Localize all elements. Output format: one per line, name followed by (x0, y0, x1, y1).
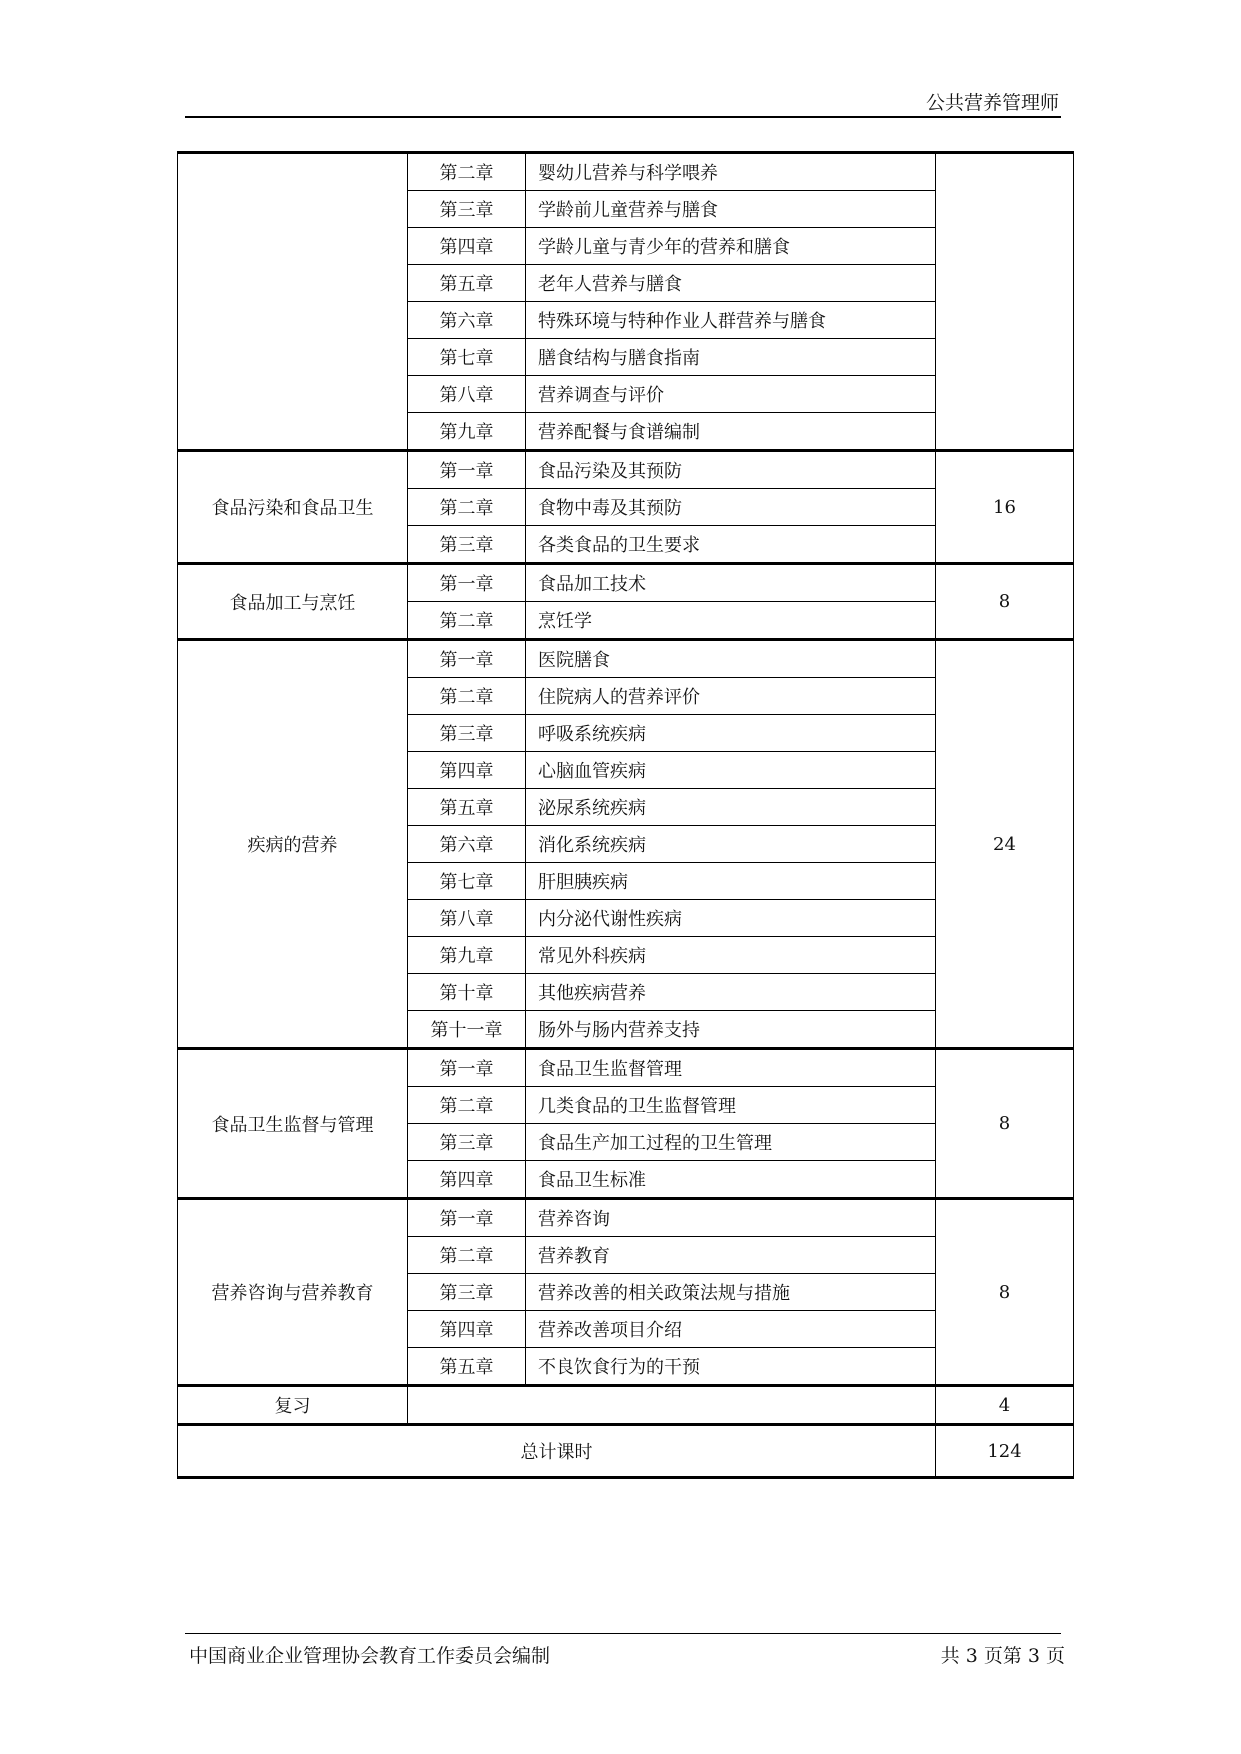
chapter-number: 第一章 (408, 1199, 526, 1237)
review-empty-cell (408, 1386, 936, 1425)
chapter-title: 特殊环境与特种作业人群营养与膳食 (526, 302, 936, 339)
module-name: 疾病的营养 (178, 640, 408, 1049)
chapter-title: 消化系统疾病 (526, 826, 936, 863)
chapter-number: 第九章 (408, 937, 526, 974)
table-row (178, 640, 1074, 678)
module-name (178, 153, 408, 451)
chapter-title: 营养改善的相关政策法规与措施 (526, 1274, 936, 1311)
header-title: 公共营养管理师 (925, 92, 1059, 114)
chapter-title: 泌尿系统疾病 (526, 789, 936, 826)
chapter-number: 第一章 (408, 1049, 526, 1087)
module-name: 营养咨询与营养教育 (178, 1199, 408, 1386)
footer-page-number: 共 3 页第 3 页 (940, 1645, 1065, 1667)
module-hours (936, 153, 1074, 451)
chapter-number: 第五章 (408, 789, 526, 826)
chapter-number: 第二章 (408, 1087, 526, 1124)
page-header (185, 86, 1061, 118)
chapter-title: 食物中毒及其预防 (526, 489, 936, 526)
chapter-number: 第七章 (408, 863, 526, 900)
table-row (178, 1049, 1074, 1087)
module-hours: 24 (936, 640, 1074, 1049)
chapter-number: 第三章 (408, 526, 526, 564)
chapter-title: 营养教育 (526, 1237, 936, 1274)
chapter-title: 学龄儿童与青少年的营养和膳食 (526, 228, 936, 265)
chapter-title: 食品卫生监督管理 (526, 1049, 936, 1087)
chapter-title: 肝胆胰疾病 (526, 863, 936, 900)
review-hours: 4 (936, 1386, 1074, 1425)
module-hours: 8 (936, 1049, 1074, 1199)
chapter-number: 第二章 (408, 602, 526, 640)
review-label: 复习 (178, 1386, 408, 1425)
total-hours: 124 (936, 1425, 1074, 1478)
review-row (178, 1386, 1074, 1425)
chapter-title: 食品加工技术 (526, 564, 936, 602)
page-footer (185, 1633, 1065, 1667)
course-table (177, 151, 1074, 1479)
chapter-number: 第一章 (408, 640, 526, 678)
table-row (178, 1199, 1074, 1237)
chapter-number: 第四章 (408, 752, 526, 789)
chapter-title: 不良饮食行为的干预 (526, 1348, 936, 1386)
chapter-number: 第三章 (408, 1124, 526, 1161)
chapter-title: 肠外与肠内营养支持 (526, 1011, 936, 1049)
chapter-number: 第四章 (408, 228, 526, 265)
table-row (178, 153, 1074, 191)
chapter-number: 第二章 (408, 678, 526, 715)
chapter-title: 营养配餐与食谱编制 (526, 413, 936, 451)
chapter-number: 第七章 (408, 339, 526, 376)
table-row (178, 451, 1074, 489)
chapter-number: 第十一章 (408, 1011, 526, 1049)
module-hours: 16 (936, 451, 1074, 564)
chapter-title: 几类食品的卫生监督管理 (526, 1087, 936, 1124)
chapter-title: 医院膳食 (526, 640, 936, 678)
chapter-number: 第四章 (408, 1161, 526, 1199)
chapter-number: 第二章 (408, 1237, 526, 1274)
total-row (178, 1425, 1074, 1478)
chapter-number: 第九章 (408, 413, 526, 451)
chapter-title: 学龄前儿童营养与膳食 (526, 191, 936, 228)
chapter-number: 第二章 (408, 489, 526, 526)
footer-publisher: 中国商业企业管理协会教育工作委员会编制 (189, 1645, 551, 1667)
chapter-number: 第五章 (408, 265, 526, 302)
chapter-number: 第一章 (408, 564, 526, 602)
chapter-title: 呼吸系统疾病 (526, 715, 936, 752)
chapter-title: 烹饪学 (526, 602, 936, 640)
module-name: 食品加工与烹饪 (178, 564, 408, 640)
chapter-number: 第一章 (408, 451, 526, 489)
module-hours: 8 (936, 1199, 1074, 1386)
chapter-title: 住院病人的营养评价 (526, 678, 936, 715)
chapter-number: 第三章 (408, 191, 526, 228)
chapter-number: 第三章 (408, 715, 526, 752)
chapter-title: 常见外科疾病 (526, 937, 936, 974)
chapter-number: 第二章 (408, 153, 526, 191)
total-label: 总计课时 (178, 1425, 936, 1478)
module-name: 食品卫生监督与管理 (178, 1049, 408, 1199)
chapter-title: 膳食结构与膳食指南 (526, 339, 936, 376)
chapter-title: 其他疾病营养 (526, 974, 936, 1011)
chapter-title: 内分泌代谢性疾病 (526, 900, 936, 937)
chapter-title: 食品生产加工过程的卫生管理 (526, 1124, 936, 1161)
chapter-number: 第八章 (408, 376, 526, 413)
chapter-title: 心脑血管疾病 (526, 752, 936, 789)
chapter-number: 第十章 (408, 974, 526, 1011)
chapter-number: 第五章 (408, 1348, 526, 1386)
chapter-number: 第六章 (408, 302, 526, 339)
chapter-number: 第六章 (408, 826, 526, 863)
table-row (178, 564, 1074, 602)
chapter-number: 第四章 (408, 1311, 526, 1348)
chapter-title: 营养改善项目介绍 (526, 1311, 936, 1348)
chapter-number: 第八章 (408, 900, 526, 937)
module-name: 食品污染和食品卫生 (178, 451, 408, 564)
chapter-title: 各类食品的卫生要求 (526, 526, 936, 564)
chapter-title: 营养调查与评价 (526, 376, 936, 413)
chapter-title: 婴幼儿营养与科学喂养 (526, 153, 936, 191)
course-table-body (178, 153, 1074, 1478)
chapter-title: 营养咨询 (526, 1199, 936, 1237)
chapter-title: 老年人营养与膳食 (526, 265, 936, 302)
chapter-number: 第三章 (408, 1274, 526, 1311)
chapter-title: 食品卫生标准 (526, 1161, 936, 1199)
chapter-title: 食品污染及其预防 (526, 451, 936, 489)
module-hours: 8 (936, 564, 1074, 640)
